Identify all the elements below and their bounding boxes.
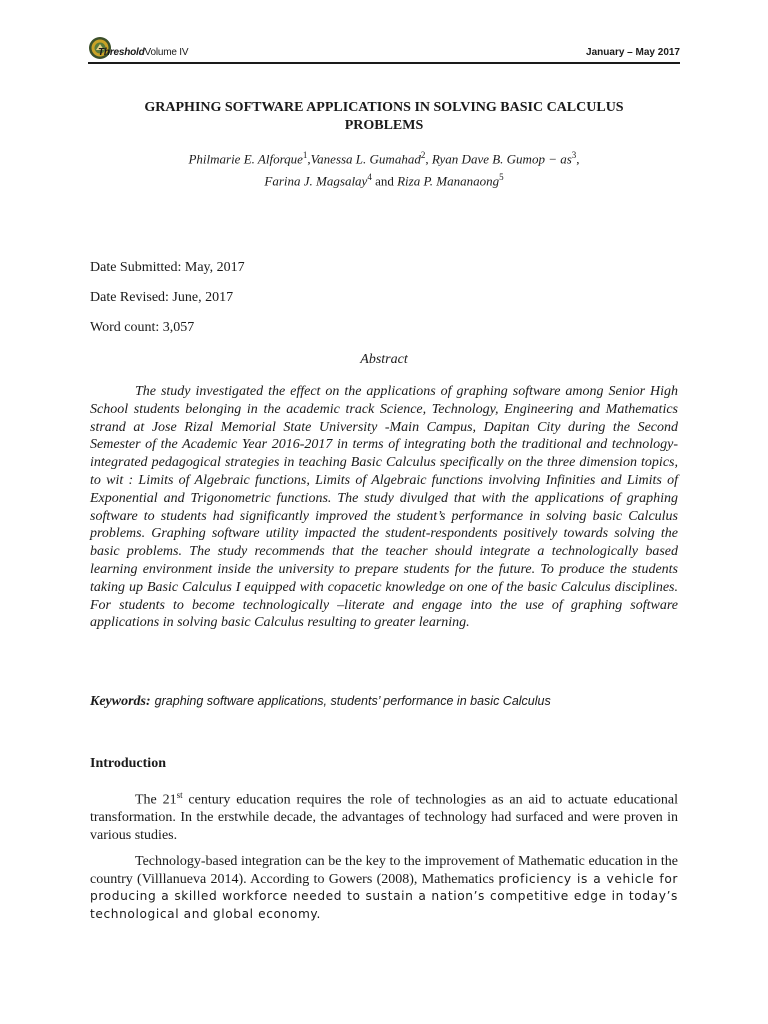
journal-volume: Volume IV: [144, 47, 189, 58]
author-affiliation: 5: [499, 172, 504, 183]
paper-title: GRAPHING SOFTWARE APPLICATIONS IN SOLVING BASIC CALCULUS PROBLEMS: [144, 100, 624, 133]
paragraph-text: century education requires the role of technologies as an aid to actuate educational transformation. In the erstwhile decade, the advantages of technology had surfaced and were proven in various studies.: [90, 792, 679, 843]
author-name: Riza P. Mananaong: [397, 173, 500, 189]
word-count: Word count: 3,057: [90, 320, 195, 335]
keywords: [90, 694, 678, 710]
author-name: Vanessa L. Gumahad: [310, 151, 421, 167]
author-affiliation: 3: [571, 150, 577, 160]
header-rule: [88, 62, 680, 64]
ordinal-suffix: st: [176, 790, 183, 800]
intro-paragraph-1: [90, 787, 678, 844]
author-list: [90, 146, 678, 191]
author-name: Ryan Dave B. Gumop − as: [431, 151, 572, 167]
issue-date-range: January – May 2017: [586, 47, 680, 58]
author-affiliation: 4: [367, 172, 372, 183]
author-affiliation: 1: [302, 150, 308, 160]
author-line-2: [90, 168, 678, 190]
author-line-1: Philmarie E. Alforque$^1$,Vanessa L. Gumahad$^2$, Ryan Dave B. Gumop − $as^3$,: [188, 150, 580, 167]
journal-title: Threshold: [98, 47, 145, 58]
keywords-label: Keywords:: [90, 694, 151, 709]
abstract-heading: Abstract: [360, 352, 408, 367]
author-name: Farina J. Magsalay: [264, 173, 368, 189]
keywords-value: graphing software applications, students’ performance in basic Calculus: [154, 694, 551, 708]
paragraph-text: proficiency is a vehicle for producing a skilled workforce needed to sustain a nation’s competitive edge in today’s technological and global economy.: [90, 871, 678, 921]
date-submitted: Date Submitted: May, 2017: [90, 260, 245, 275]
journal-name: [98, 47, 188, 58]
abstract-text: The study investigated the effect on the applications of graphing software among Senior High School students belonging in the academic track Science, Technology, Engineering and Mathematics strand at Jose Rizal Memorial State University -Main Campus, Dapitan City during the Second Semester of the Academic Year 2016-2017 in terms of integrating both the traditional and technology- integrated pedagogical strategies in teaching Basic Calculus specifically on the three dimension topics, to wit : Limits of Algebraic functions, Limits of Algebraic functions involving Infinities and Limits of Exponential and Trigonometric functions. The study divulged that with the applications of graphing software to students had significantly improved the student’s performance in solving basic Calculus problems. Graphing software utility impacted the student-respondents positively towards solving the basic problems. The study recommends that the teacher should integrate a technologically based learning environment inside the university to prepare students for the future. To produce the students taking up Basic Calculus I equipped with copacetic knowledge on one of the basic Calculus disciplines. For students to become technologically –literate and engage into the use of graphing software applications in solving basic Calculus resulting to greater learning.: [90, 384, 678, 631]
date-revised: Date Revised: June, 2017: [90, 290, 234, 305]
author-connector: and: [375, 173, 394, 189]
author-name: Philmarie E. Alforque: [188, 151, 303, 167]
section-heading-introduction: Introduction: [90, 756, 166, 771]
intro-paragraph-2: [90, 853, 678, 923]
paragraph-text: The 21: [135, 792, 177, 808]
paragraph-text: Technology-based integration can be the key to the improvement of Mathematic education in the country (Villlanueva 2014). According to Gowers (2008), Mathematics: [90, 854, 678, 887]
author-affiliation: 2: [420, 150, 426, 160]
